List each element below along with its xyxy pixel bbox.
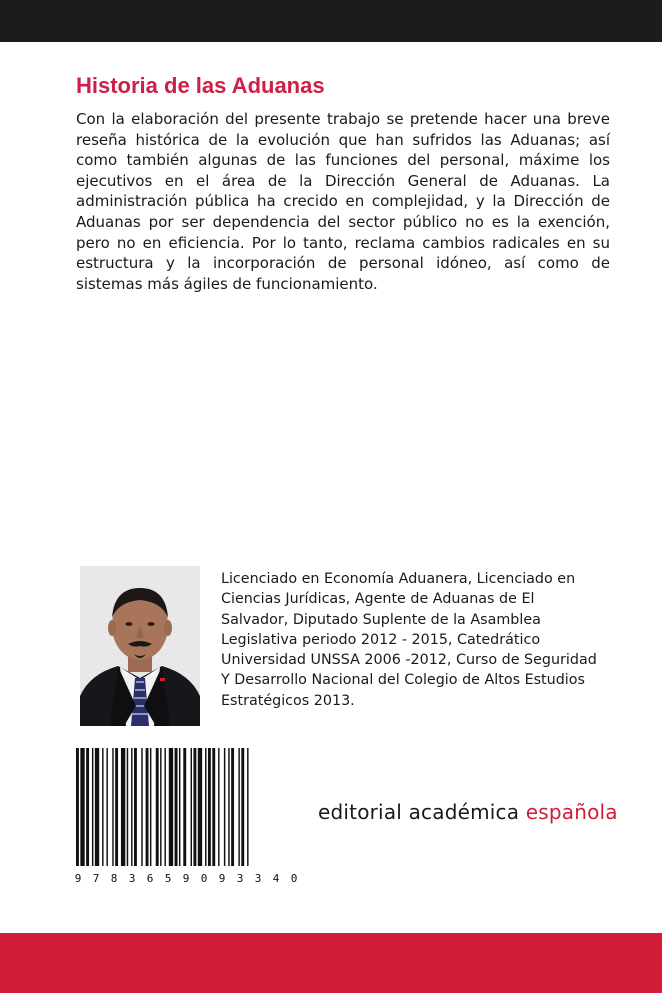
barcode-digit: 3 bbox=[236, 872, 244, 885]
barcode-bar bbox=[179, 748, 180, 866]
barcode-digit: 8 bbox=[110, 872, 118, 885]
barcode-bar bbox=[102, 748, 103, 866]
publisher-name-part2: española bbox=[525, 800, 618, 824]
publisher-name bbox=[318, 800, 618, 824]
barcode-bar bbox=[160, 748, 161, 866]
barcode-bar bbox=[228, 748, 229, 866]
barcode-digit: 3 bbox=[254, 872, 262, 885]
barcode-bar bbox=[205, 748, 206, 866]
barcode-digit: 6 bbox=[146, 872, 154, 885]
barcode-bar bbox=[141, 748, 142, 866]
barcode-bar bbox=[218, 748, 219, 866]
barcode-bar bbox=[150, 748, 151, 866]
barcode-bar bbox=[238, 748, 239, 866]
barcode-bar bbox=[112, 748, 113, 866]
author-bio: Licenciado en Economía Aduanera, Licenciado en Ciencias Jurídicas, Agente de Aduanas de El Salvador, Diputado Suplente de la Asamblea Legislativa periodo 2012 - 2015, Catedrático Universidad UNSSA 2006 -2012, Curso de Seguridad Y Desarrollo Nacional del Colegio de Altos Estudios Estratégicos 2013. bbox=[221, 571, 597, 709]
barcode-bar bbox=[115, 748, 118, 866]
barcode-digit: 9 bbox=[182, 872, 190, 885]
barcode-bar bbox=[224, 748, 225, 866]
publisher-name-part1: editorial académica bbox=[318, 800, 520, 824]
book-description: Con la elaboración del presente trabajo se pretende hacer una breve reseña histórica de la evolución que han sufridos las Aduanas; así como también algunas de las funciones del personal, máxime los ejecutivos en el área de la Dirección General de Aduanas. La administración pública ha crecido en complejidad, y la Dirección de Aduanas por ser dependencia del sector público no es la exención, pero no en eficiencia. Por lo tanto, reclama cambios radicales en su estructura y la incorporación de personal idóneo, así como de sistemas más ágiles de funcionamiento. bbox=[76, 110, 610, 293]
barcode-bar bbox=[212, 748, 215, 866]
barcode-bar bbox=[156, 748, 159, 866]
barcode-bar bbox=[127, 748, 128, 866]
barcode-bar bbox=[193, 748, 196, 866]
barcode-digit: 3 bbox=[128, 872, 136, 885]
barcode-bar bbox=[76, 748, 79, 866]
barcode-bar bbox=[169, 748, 173, 866]
barcode-digit: 9 bbox=[218, 872, 226, 885]
barcode-bar bbox=[92, 748, 93, 866]
barcode-bar bbox=[231, 748, 234, 866]
barcode-bar bbox=[80, 748, 84, 866]
barcode-bar bbox=[198, 748, 202, 866]
author-photo bbox=[80, 566, 200, 726]
barcode-bar bbox=[183, 748, 186, 866]
barcode-bar bbox=[241, 748, 244, 866]
barcode-digit: 4 bbox=[272, 872, 280, 885]
barcode-bar bbox=[131, 748, 132, 866]
barcode-digit: 0 bbox=[200, 872, 208, 885]
book-title: Historia de las Aduanas bbox=[76, 73, 325, 98]
isbn-barcode bbox=[74, 748, 304, 888]
barcode-bar bbox=[86, 748, 89, 866]
barcode-bar bbox=[208, 748, 211, 866]
top-band bbox=[0, 0, 662, 42]
barcode-bar bbox=[164, 748, 165, 866]
barcode-bar bbox=[175, 748, 178, 866]
barcode-bar bbox=[247, 748, 248, 866]
barcode-bar bbox=[95, 748, 99, 866]
barcode-digit: 5 bbox=[164, 872, 172, 885]
barcode-bar bbox=[106, 748, 107, 866]
barcode-bar bbox=[146, 748, 149, 866]
barcode-digit: 9 bbox=[74, 872, 82, 885]
barcode-digit: 0 bbox=[290, 872, 298, 885]
barcode-bar bbox=[191, 748, 192, 866]
bottom-band bbox=[0, 933, 662, 993]
barcode-bar bbox=[121, 748, 125, 866]
barcode-bar bbox=[134, 748, 137, 866]
barcode-digit: 7 bbox=[92, 872, 100, 885]
